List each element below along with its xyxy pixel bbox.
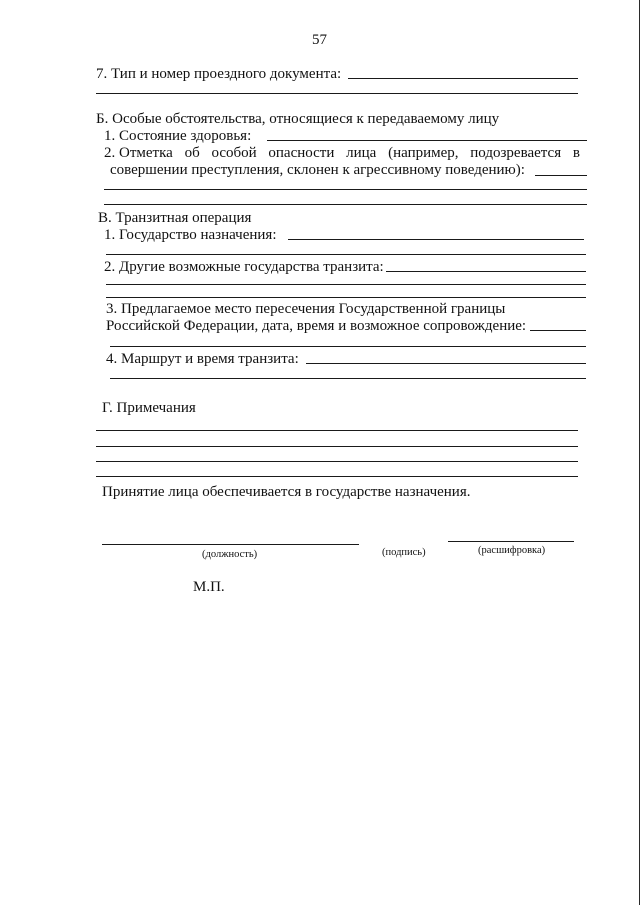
health-status-field-line [267, 140, 587, 141]
border-crossing-field-line-1 [530, 330, 586, 331]
notes-field-line-2 [96, 446, 578, 447]
signature-caption: (подпись) [382, 547, 426, 558]
danger-mark-field-line-2 [104, 189, 587, 190]
danger-mark-word: опасности [268, 145, 335, 161]
section-v-heading: В. Транзитная операция [98, 210, 252, 226]
section-b-heading: Б. Особые обстоятельства, относящиеся к передаваемому лицу [96, 111, 500, 127]
decode-signature-line [448, 541, 574, 542]
acceptance-statement: Принятие лица обеспечивается в государстве назначения. [102, 484, 471, 500]
route-time-field-line-1 [306, 363, 586, 364]
transit-states-field-line-2 [106, 284, 586, 285]
danger-mark-word: 2. Отметка [104, 145, 173, 161]
travel-document-label: 7. Тип и номер проездного документа: [96, 66, 342, 82]
position-caption: (должность) [202, 549, 258, 560]
section-g-heading: Г. Примечания [102, 400, 196, 416]
notes-field-line-1 [96, 430, 578, 431]
destination-state-field-line-2 [106, 254, 586, 255]
border-crossing-line-1: 3. Предлагаемое место пересечения Государственной границы [106, 301, 506, 317]
danger-mark-word: (например, [388, 145, 459, 161]
danger-mark-word: особой [211, 145, 257, 161]
danger-mark-line-1 [104, 145, 580, 162]
transit-states-label: 2. Другие возможные государства транзита: [104, 259, 384, 275]
travel-document-field-line-1 [348, 78, 578, 79]
danger-mark-word: об [184, 145, 200, 161]
danger-mark-word: в [572, 145, 580, 161]
danger-mark-word: подозревается [470, 145, 562, 161]
notes-field-line-3 [96, 461, 578, 462]
decode-caption: (расшифровка) [478, 545, 546, 556]
position-signature-line [102, 544, 359, 545]
danger-mark-field-line-1 [535, 175, 587, 176]
page-number: 57 [312, 32, 327, 48]
destination-state-label: 1. Государство назначения: [104, 227, 277, 243]
travel-document-field-line-2 [96, 93, 578, 94]
danger-mark-word: лица [346, 145, 377, 161]
danger-mark-field-line-3 [104, 204, 587, 205]
border-crossing-field-line-2 [110, 346, 586, 347]
border-crossing-line-2: Российской Федерации, дата, время и возможное сопровождение: [106, 318, 527, 334]
route-time-label: 4. Маршрут и время транзита: [106, 351, 299, 367]
destination-state-field-line-1 [288, 239, 584, 240]
transit-states-field-line-3 [106, 297, 586, 298]
stamp-place: М.П. [193, 579, 225, 595]
health-status-label: 1. Состояние здоровья: [104, 128, 252, 144]
route-time-field-line-2 [110, 378, 586, 379]
notes-field-line-4 [96, 476, 578, 477]
transit-states-field-line-1 [386, 271, 586, 272]
danger-mark-line-2: совершении преступления, склонен к агрессивному поведению): [110, 162, 525, 178]
